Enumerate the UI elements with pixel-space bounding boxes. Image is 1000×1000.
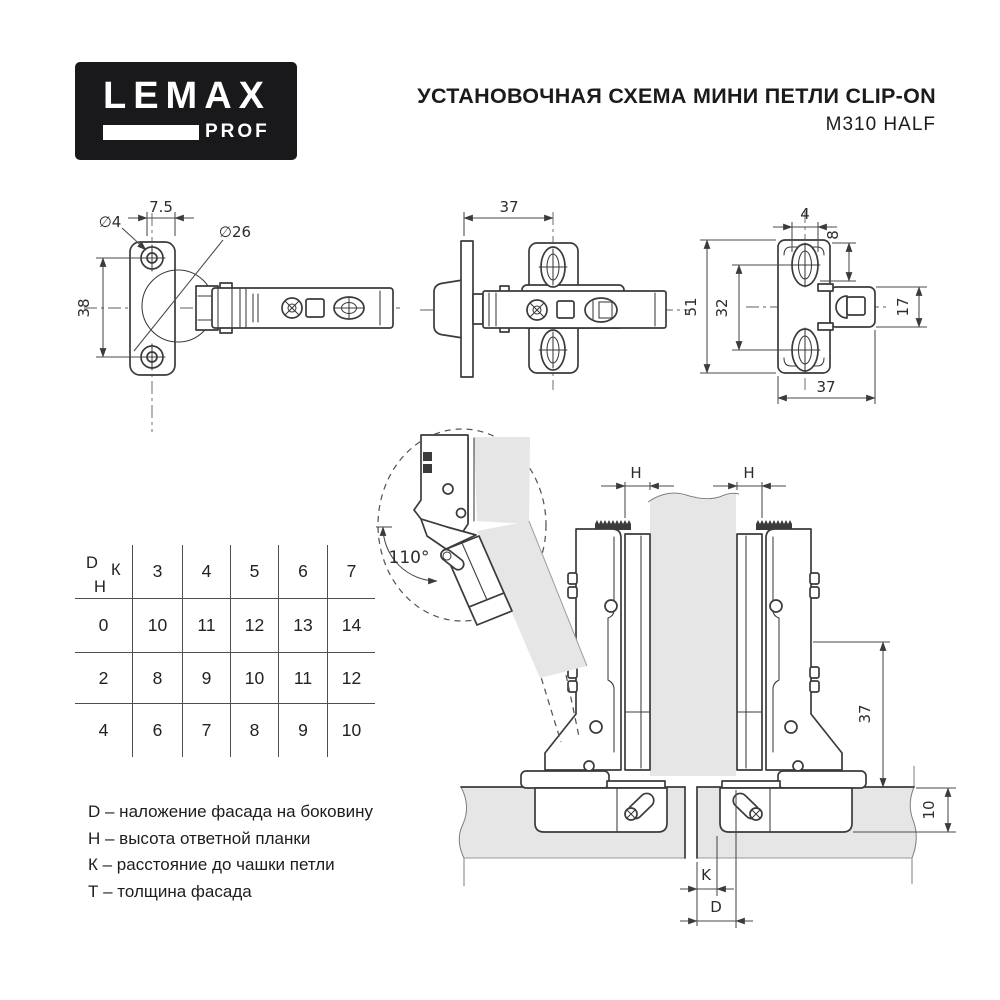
- dim-overlay: D: [710, 898, 722, 916]
- row-header: 2: [75, 652, 132, 703]
- dim-plate-hole-spacing: 32: [713, 298, 731, 318]
- table-corner-cell: [75, 545, 132, 598]
- row-header: 4: [75, 703, 132, 757]
- side-panel: [650, 494, 736, 776]
- table-cell: 14: [327, 598, 375, 652]
- col-header: 3: [132, 545, 182, 598]
- table-cell: 13: [278, 598, 327, 652]
- legend-item-d: D – наложение фасада на боковину: [88, 802, 374, 821]
- detail-side-panel: [474, 437, 530, 524]
- table-cell: 9: [278, 703, 327, 757]
- table-cell: 12: [327, 652, 375, 703]
- table-cell: 7: [182, 703, 230, 757]
- dim-opening-angle: 110°: [388, 548, 430, 568]
- dim-h-right: H: [743, 464, 755, 482]
- dim-cup-dia: ∅26: [218, 223, 252, 241]
- dim-arm-length: 37: [856, 704, 874, 724]
- col-header: 6: [278, 545, 327, 598]
- col-header: 5: [230, 545, 278, 598]
- dim-wing-height: 17: [894, 297, 912, 317]
- dim-door-thickness: 10: [920, 800, 938, 820]
- dim-cup-distance: K: [701, 866, 711, 884]
- mounting-plate-view: [682, 205, 927, 404]
- table-cell: 10: [230, 652, 278, 703]
- legend-item-t: Т – толщина фасада: [88, 881, 252, 901]
- corner-col-var: К: [111, 561, 121, 579]
- hinge-right: [720, 520, 866, 832]
- table-cell: 11: [182, 598, 230, 652]
- dim-plate-height: 51: [682, 297, 700, 317]
- table-cell: 11: [278, 652, 327, 703]
- table-cell: 9: [182, 652, 230, 703]
- dim-7-5: 7.5: [149, 198, 173, 216]
- model-subtitle: M310 HALF: [825, 114, 936, 135]
- dim-depth: 37: [499, 198, 519, 216]
- table-cell: 6: [132, 703, 182, 757]
- dim-slot-width: 4: [800, 205, 810, 223]
- installation-diagram: [376, 429, 956, 928]
- col-header: 7: [327, 545, 375, 598]
- dim-slot-offset: 8: [824, 230, 842, 240]
- table-cell: 8: [230, 703, 278, 757]
- legend: [88, 799, 373, 905]
- detail-balloon: [376, 429, 587, 742]
- row-header: 0: [75, 598, 132, 652]
- corner-value-var: D: [86, 554, 98, 572]
- table-cell: 10: [327, 703, 375, 757]
- table-cell: 10: [132, 598, 182, 652]
- corner-row-var: H: [94, 578, 106, 596]
- page-title: УСТАНОВОЧНАЯ СХЕМА МИНИ ПЕТЛИ CLIP-ON: [417, 84, 936, 108]
- brand-name: LEMAX: [103, 75, 271, 117]
- table-cell: 8: [132, 652, 182, 703]
- dim-h-left: H: [630, 464, 642, 482]
- hinge-cup-side-view: [75, 198, 400, 432]
- brand-sub: PROF: [205, 121, 270, 142]
- table-cell: 12: [230, 598, 278, 652]
- dkh-table: [75, 545, 375, 757]
- legend-item-h: H – высота ответной планки: [88, 828, 311, 848]
- dim-plate-width: 37: [816, 378, 836, 396]
- legend-item-k: К – расстояние до чашки петли: [88, 855, 335, 874]
- hinge-top-view: [420, 198, 690, 390]
- dim-hole-spacing: 38: [75, 298, 93, 318]
- dim-hole-dia: ∅4: [98, 213, 122, 231]
- col-header: 4: [182, 545, 230, 598]
